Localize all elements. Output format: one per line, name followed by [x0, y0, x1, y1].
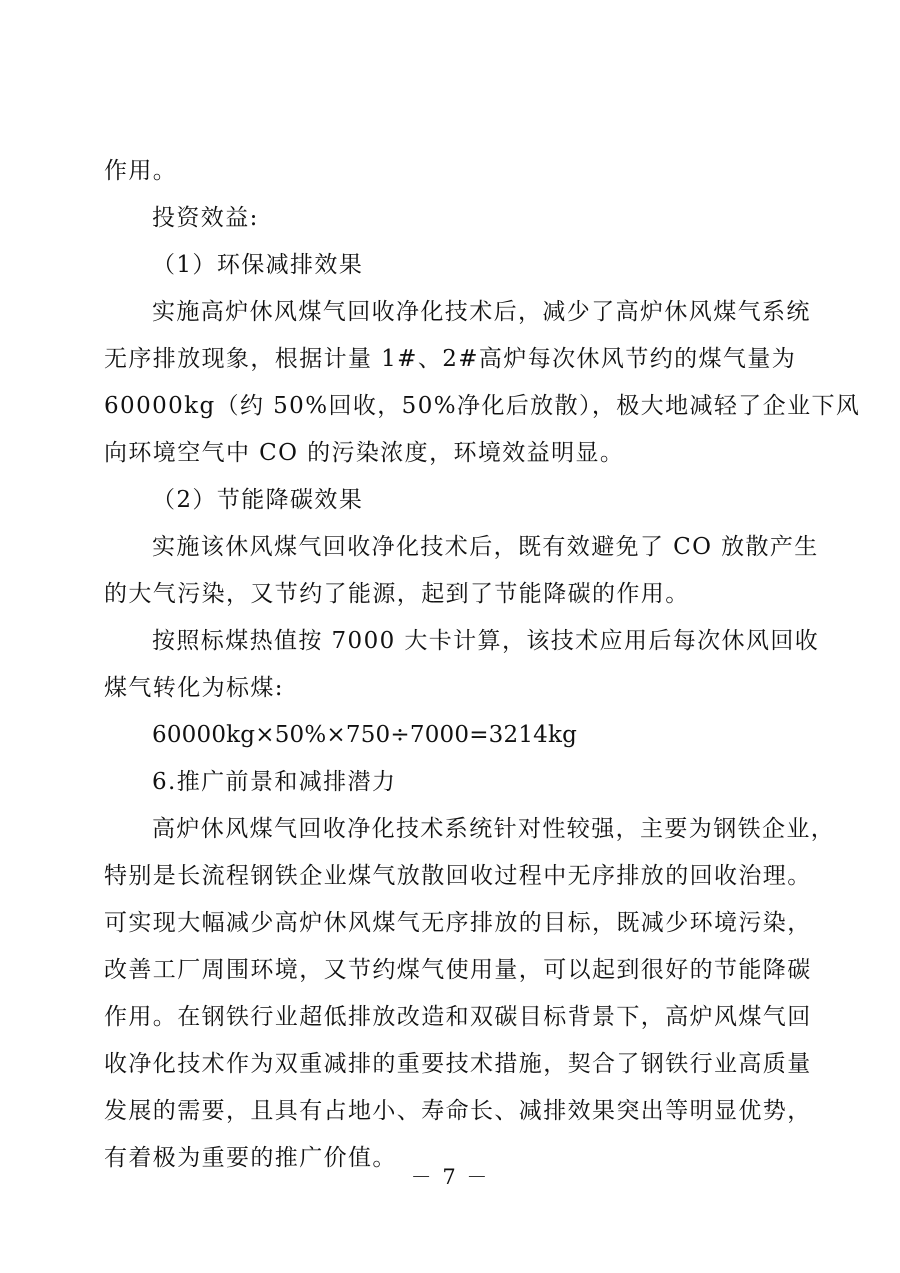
text-line: 改善工厂周围环境，又节约煤气使用量，可以起到很好的节能降碳 [104, 957, 812, 983]
text-line: 60000kg（约 50%回收，50%净化后放散），极大地减轻了企业下风 [104, 393, 861, 419]
subheading-environmental-emission-reduction: （1）环保减排效果 [152, 252, 364, 278]
calculation-formula: 60000kg×50%×750÷7000=3214kg [152, 722, 578, 748]
text-line: 可实现大幅减少高炉休风煤气无序排放的目标，既减少环境污染， [104, 910, 812, 936]
text-line: 实施该休风煤气回收净化技术后，既有效避免了 CO 放散产生 [152, 534, 819, 560]
text-line: 作用。 [104, 158, 178, 184]
text-line: 无序排放现象，根据计量 1#、2#高炉每次休风节约的煤气量为 [104, 346, 797, 372]
subheading-energy-saving-carbon-reduction: （2）节能降碳效果 [152, 487, 364, 513]
text-line: 煤气转化为标煤: [104, 675, 284, 701]
text-line: 实施高炉休风煤气回收净化技术后，减少了高炉休风煤气系统 [152, 299, 811, 325]
text-line: 特别是长流程钢铁企业煤气放散回收过程中无序排放的回收治理。 [104, 863, 812, 889]
text-line: 作用。在钢铁行业超低排放改造和双碳目标背景下，高炉风煤气回 [104, 1004, 812, 1030]
text-line: 收净化技术作为双重减排的重要技术措施，契合了钢铁行业高质量 [104, 1051, 812, 1077]
text-line: 按照标煤热值按 7000 大卡计算，该技术应用后每次休风回收 [152, 628, 820, 654]
page-number: － 7 － [410, 1165, 490, 1189]
text-line: 向环境空气中 CO 的污染浓度，环境效益明显。 [104, 440, 625, 466]
text-line: 发展的需要，且具有占地小、寿命长、减排效果突出等明显优势， [104, 1098, 812, 1124]
text-line: 有着极为重要的推广价值。 [104, 1145, 397, 1171]
text-line: 的大气污染，又节约了能源，起到了节能降碳的作用。 [104, 581, 690, 607]
section-heading-investment-benefits: 投资效益: [152, 205, 259, 231]
text-line: 高炉休风煤气回收净化技术系统针对性较强，主要为钢铁企业， [152, 816, 836, 842]
section-heading-promotion-prospects: 6.推广前景和减排潜力 [152, 769, 397, 795]
